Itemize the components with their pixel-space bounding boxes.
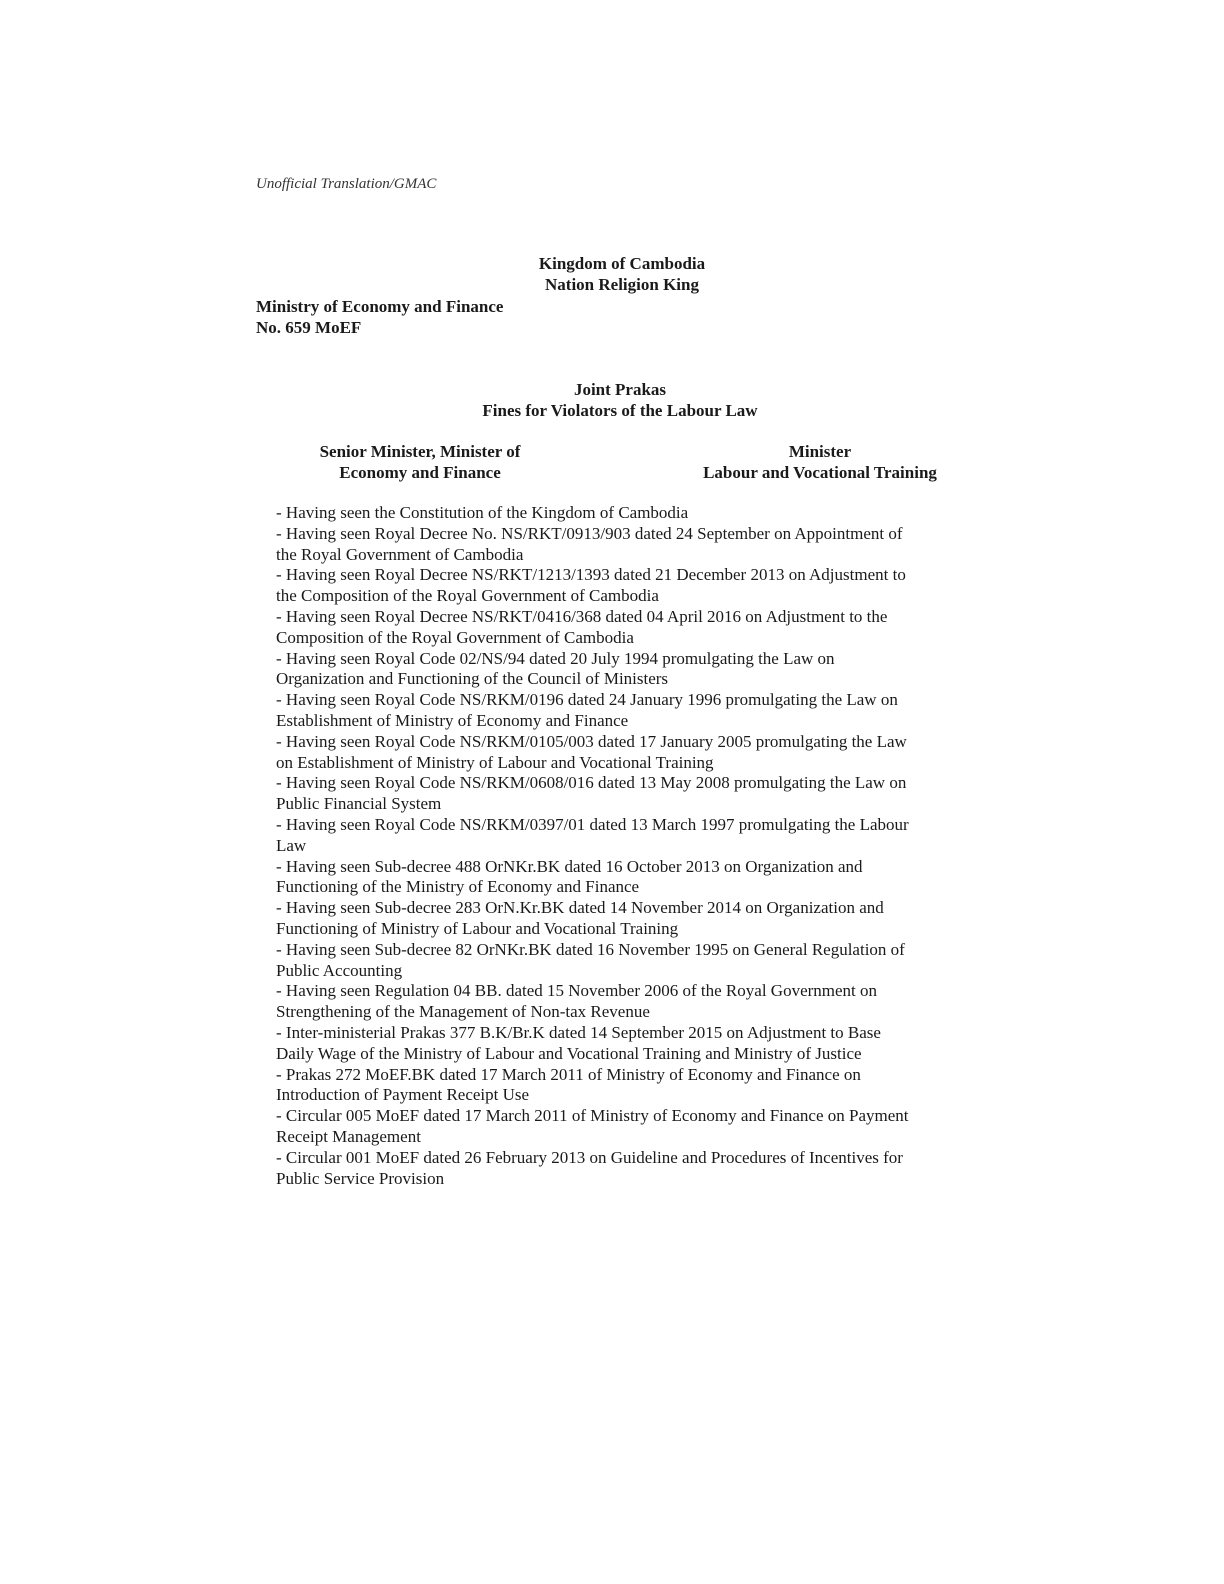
recital-line: - Circular 001 MoEF dated 26 February 2013 on Guideline and Procedures of Incentives for — [276, 1147, 903, 1167]
translation-note: Unofficial Translation/GMAC — [256, 176, 437, 192]
recital-line: Composition of the Royal Government of Cambodia — [276, 627, 634, 647]
kingdom-motto: Nation Religion King — [545, 275, 699, 294]
recital-item — [276, 981, 966, 1023]
recital-line: - Having seen Royal Code NS/RKM/0397/01 dated 13 March 1997 promulgating the Labour — [276, 814, 909, 834]
recital-line: the Royal Government of Cambodia — [276, 544, 524, 564]
ministry-number: No. 659 MoEF — [256, 318, 362, 337]
recital-line: Receipt Management — [276, 1126, 421, 1146]
recital-line: - Having seen Royal Code NS/RKM/0105/003 dated 17 January 2005 promulgating the Law — [276, 731, 907, 751]
recital-item — [276, 1148, 966, 1190]
recital-line: - Prakas 272 MoEF.BK dated 17 March 2011 of Ministry of Economy and Finance on — [276, 1064, 861, 1084]
recital-item — [276, 503, 966, 524]
recital-line: Public Accounting — [276, 960, 403, 980]
ministry-heading — [256, 296, 503, 338]
recital-line: Organization and Functioning of the Council of Ministers — [276, 669, 669, 689]
recital-line: Functioning of the Ministry of Economy and Finance — [276, 877, 640, 897]
recital-line: - Having seen Regulation 04 BB. dated 15 November 2006 of the Royal Government on — [276, 981, 878, 1001]
recital-item — [276, 1065, 966, 1107]
recital-item — [276, 732, 966, 774]
recital-line: - Having seen the Constitution of the Kingdom of Cambodia — [276, 503, 689, 522]
recital-item — [276, 649, 966, 691]
recital-line: Functioning of Ministry of Labour and Vocational Training — [276, 918, 679, 938]
recital-item — [276, 607, 966, 649]
signatory-right — [660, 441, 980, 483]
recital-line: - Having seen Royal Decree No. NS/RKT/0913/903 dated 24 September on Appointment of — [276, 523, 903, 543]
recital-item — [276, 565, 966, 607]
kingdom-name: Kingdom of Cambodia — [538, 254, 706, 273]
ministry-name: Ministry of Economy and Finance — [256, 297, 504, 316]
recital-item — [276, 940, 966, 982]
signatory-right-line1: Minister — [788, 442, 852, 461]
recitals-list — [276, 503, 966, 1189]
recital-item — [276, 815, 966, 857]
recital-item — [276, 857, 966, 899]
recital-line: on Establishment of Ministry of Labour and Vocational Training — [276, 752, 714, 772]
recital-line: - Having seen Royal Code NS/RKM/0196 dated 24 January 1996 promulgating the Law on — [276, 690, 898, 710]
recital-line: - Having seen Sub-decree 283 OrN.Kr.BK dated 14 November 2014 on Organization and — [276, 898, 884, 918]
signatory-left — [270, 441, 570, 483]
recital-item — [276, 524, 966, 566]
recital-line: - Having seen Royal Decree NS/RKT/0416/368 dated 04 April 2016 on Adjustment to the — [276, 606, 888, 626]
recital-line: - Inter-ministerial Prakas 377 B.K/Br.K dated 14 September 2015 on Adjustment to Base — [276, 1022, 881, 1042]
recital-line: Introduction of Payment Receipt Use — [276, 1085, 530, 1105]
recital-item — [276, 1106, 966, 1148]
recital-line: the Composition of the Royal Government of Cambodia — [276, 586, 659, 606]
recital-line: - Having seen Sub-decree 488 OrNKr.BK dated 16 October 2013 on Organization and — [276, 856, 863, 876]
recital-item — [276, 773, 966, 815]
recital-line: Public Financial System — [276, 794, 442, 814]
signatory-left-line2: Economy and Finance — [339, 463, 501, 482]
recital-line: Law — [276, 835, 307, 855]
recital-line: Daily Wage of the Ministry of Labour and Vocational Training and Ministry of Justice — [276, 1043, 862, 1063]
recital-line: Strengthening of the Management of Non-tax Revenue — [276, 1002, 650, 1022]
recital-item — [276, 898, 966, 940]
recital-line: - Having seen Royal Code NS/RKM/0608/016 dated 13 May 2008 promulgating the Law on — [276, 773, 907, 793]
recital-line: Public Service Provision — [276, 1168, 445, 1188]
signatory-left-line1: Senior Minister, Minister of — [319, 442, 521, 461]
document-title — [8, 379, 1224, 421]
recital-line: Establishment of Ministry of Economy and Finance — [276, 710, 629, 730]
title-type: Joint Prakas — [573, 380, 667, 399]
recital-line: - Having seen Sub-decree 82 OrNKr.BK dated 16 November 1995 on General Regulation of — [276, 939, 905, 959]
recital-line: - Having seen Royal Code 02/NS/94 dated 20 July 1994 promulgating the Law on — [276, 648, 835, 668]
recital-item — [276, 1023, 966, 1065]
title-subject: Fines for Violators of the Labour Law — [482, 401, 758, 420]
signatory-right-line2: Labour and Vocational Training — [703, 463, 937, 482]
recital-line: - Circular 005 MoEF dated 17 March 2011 of Ministry of Economy and Finance on Payment — [276, 1106, 909, 1126]
recital-item — [276, 690, 966, 732]
kingdom-heading — [10, 253, 1224, 295]
recital-line: - Having seen Royal Decree NS/RKT/1213/1393 dated 21 December 2013 on Adjustment to — [276, 565, 906, 585]
